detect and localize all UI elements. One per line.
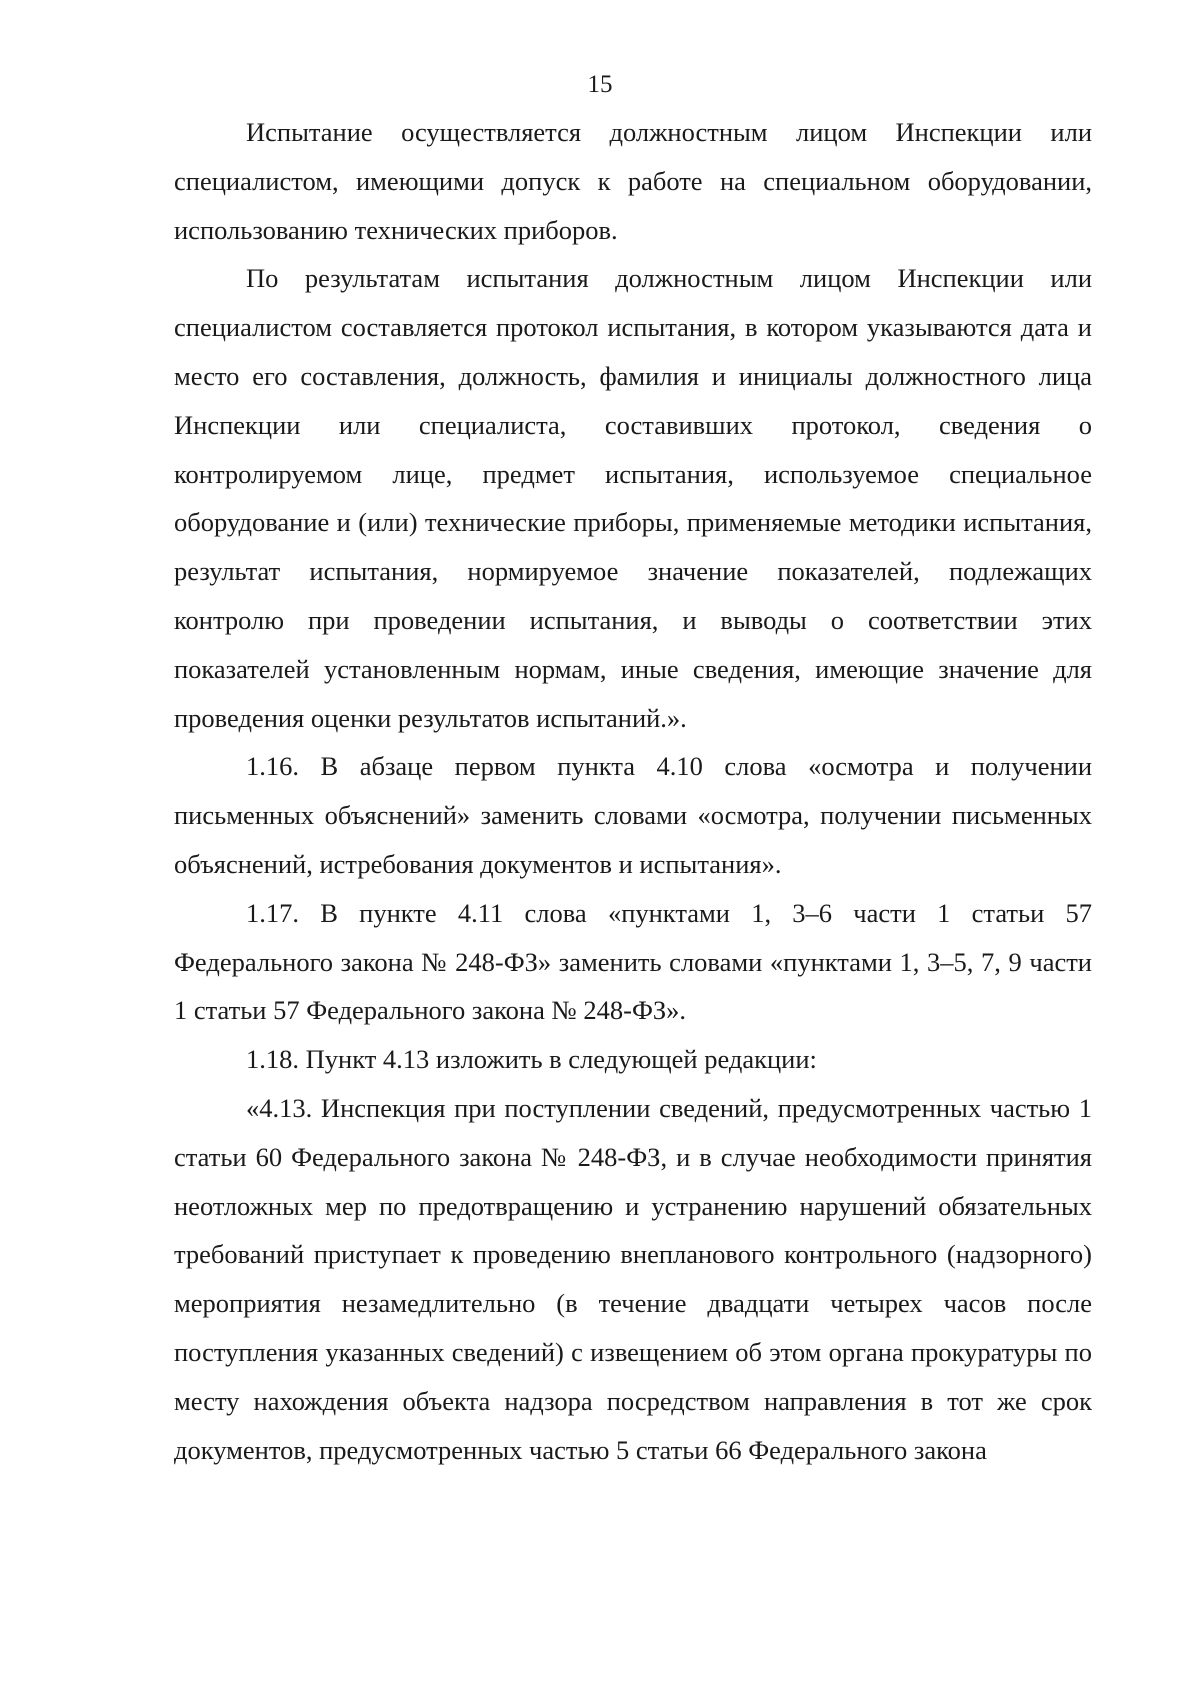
paragraph-clause-4-13: «4.13. Инспекция при поступлении сведений, предусмотренных частью 1 статьи 60 Федерального закона № 248-ФЗ, и в случае необходимости принятия неотложных мер по предотвращению и устранению нарушений обязательных требований приступает к проведению внепланового контрольного (надзорного) мероприятия незамедлительно (в течение двадцати четырех часов после поступления указанных сведений) с извещением об этом органа прокуратуры по месту нахождения объекта надзора посредством направления в тот же срок документов, предусмотренных частью 5 статьи 66 Федерального закона	[174, 1092, 1092, 1465]
paragraph-item-1-17: 1.17. В пункте 4.11 слова «пунктами 1, 3–6 части 1 статьи 57 Федерального закона № 248-ФЗ» заменить словами «пунктами 1, 3–5, 7, 9 части 1 статьи 57 Федерального закона № 248-ФЗ».	[174, 897, 1092, 1026]
paragraph-item-1-16: 1.16. В абзаце первом пункта 4.10 слова «осмотра и получении письменных объяснений» заменить словами «осмотра, получении письменных объяснений, истребования документов и испытания».	[174, 751, 1092, 879]
paragraph-testing-performer: Испытание осуществляется должностным лицом Инспекции или специалистом, имеющими допуск к работе на специальном оборудовании, использованию технических приборов.	[174, 117, 1092, 245]
page-number: 15	[587, 71, 613, 98]
paragraph-testing-protocol: По результатам испытания должностным лицом Инспекции или специалистом составляется протокол испытания, в котором указываются дата и место его составления, должность, фамилия и инициалы должностного лица Инспекции или специалиста, составивших протокол, сведения о контролируемом лице, предмет испытания, используемое специальное оборудование и (или) технические приборы, применяемые методики испытания, результат испытания, нормируемое значение показателей, подлежащих контролю при проведении испытания, и выводы о соответствии этих показателей установленным нормам, иные сведения, имеющие значение для проведения оценки результатов испытаний.».	[174, 263, 1092, 733]
document-body	[174, 108, 1092, 1474]
paragraph-item-1-18: 1.18. Пункт 4.13 изложить в следующей редакции:	[246, 1044, 817, 1075]
